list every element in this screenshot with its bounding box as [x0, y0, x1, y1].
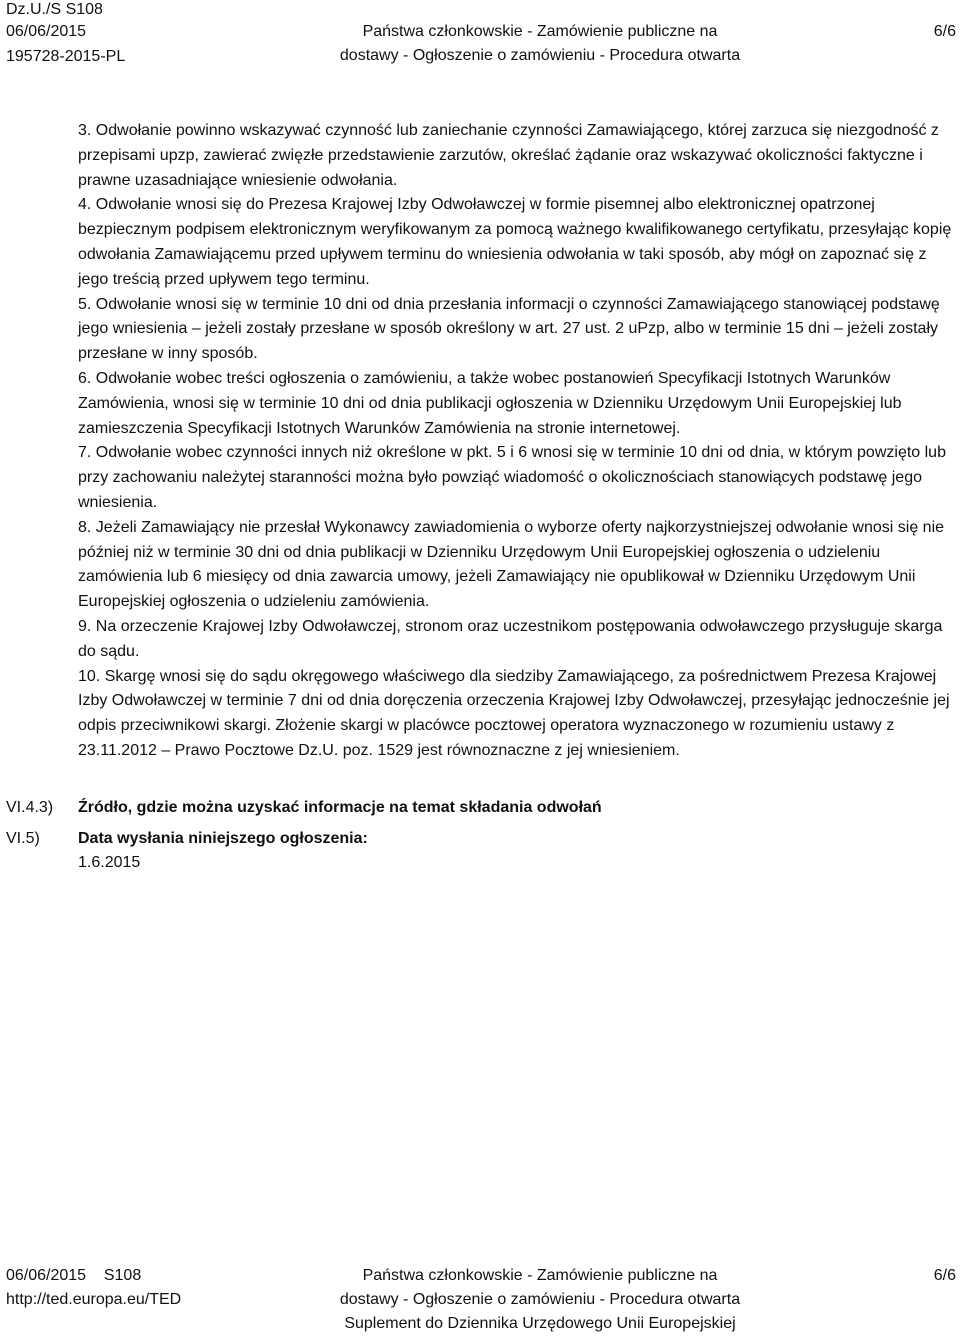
header-notice-id: 195728-2015-PL: [6, 48, 126, 65]
section-title: Data wysłania niniejszego ogłoszenia:: [78, 830, 368, 847]
paragraph-3: 3. Odwołanie powinno wskazywać czynność lub zaniechanie czynności Zamawiającego, której zarzuca się niezgodność z przepisami upzp, zawierać zwięzłe przedstawienie zarzutów, określać żądanie oraz wskazywać okoliczności faktyczne i prawne uzasadniające wniesienie odwołania.: [78, 122, 939, 189]
paragraph-6: 6. Odwołanie wobec treści ogłoszenia o zamówieniu, a także wobec postanowień Specyfikacji Istotnych Warunków Zamówienia, wnosi się w terminie 10 dni od dnia publikacji ogłoszenia w Dzienniku Urzędowym Unii Europejskiej lub zamieszczenia Specyfikacji Istotnych Warunków Zamówienia na stronie internetowej.: [78, 369, 902, 437]
footer-supplement: Suplement do Dziennika Urzędowego Unii Europejskiej: [344, 1315, 736, 1332]
paragraph-10: 10. Skargę wnosi się do sądu okręgowego właściwego dla siedziby Zamawiającego, za pośrednictwem Prezesa Krajowej Izby Odwoławczej w terminie 7 dni od dnia doręczenia orzeczenia Krajowej Izby Odwoławczej, przesyłając jednocześnie jej odpis przeciwnikowi skargi. Złożenie skargi w placówce pocztowej operatora wyznaczonego w rozumieniu ustawy z 23.11.2012 – Prawo Pocztowe Dz.U. poz. 1529 jest równoznaczne z jej wniesieniem.: [78, 667, 950, 759]
footer-title-line1: Państwa członkowskie - Zamówienie publiczne na: [362, 1267, 718, 1284]
section-number: VI.5): [6, 830, 40, 847]
paragraph-7: 7. Odwołanie wobec czynności innych niż określone w pkt. 5 i 6 wnosi się w terminie 10 dni od dnia, w którym powzięto lub przy zachowaniu należytej staranności można było powziąć wiadomość o okolicznościach stanowiących podstawę jego wniesienia.: [78, 444, 946, 511]
header-page-number: 6/6: [933, 23, 956, 40]
dispatch-date: 1.6.2015: [78, 854, 141, 871]
footer-url: http://ted.europa.eu/TED: [6, 1291, 182, 1308]
section-title: Źródło, gdzie można uzyskać informacje na temat składania odwołań: [78, 799, 602, 816]
header-date: 06/06/2015: [6, 23, 87, 40]
paragraph-8: 8. Jeżeli Zamawiający nie przesłał Wykonawcy zawiadomienia o wyborze oferty najkorzystniejszej odwołanie wnosi się nie później niż w terminie 30 dni od dnia publikacji w Dzienniku Urzędowym Unii Europejskiej ogłoszenia o udzieleniu zamówienia lub 6 miesięcy od dnia zawarcia umowy, jeżeli Zamawiający nie opublikował w Dzienniku Urzędowym Unii Europejskiej ogłoszenia o udzieleniu zamówienia.: [78, 518, 945, 611]
paragraph-5: 5. Odwołanie wnosi się w terminie 10 dni od dnia przesłania informacji o czynności Zamawiającego stanowiącej podstawę jego wniesienia – jeżeli zostały przesłane w sposób określony w art. 27 ust. 2 uPzp, albo w terminie 15 dni – jeżeli zostały przesłane w inny sposób.: [78, 295, 940, 363]
footer-title-line2: dostawy - Ogłoszenie o zamówieniu - Procedura otwarta: [339, 1291, 741, 1308]
footer-page-number: 6/6: [933, 1267, 956, 1284]
header-journal-ref: Dz.U./S S108: [6, 1, 103, 18]
appeal-procedure-text: [78, 119, 958, 764]
header-title-line1: Państwa członkowskie - Zamówienie publiczne na: [362, 23, 718, 40]
header-title-line2: dostawy - Ogłoszenie o zamówieniu - Procedura otwarta: [339, 47, 741, 64]
paragraph-4: 4. Odwołanie wnosi się do Prezesa Krajowej Izby Odwoławczej w formie pisemnej albo elektronicznej opatrzonej bezpiecznym podpisem elektronicznym weryfikowanym za pomocą ważnego kwalifikowanego certyfikatu, przesyłając kopię odwołania Zamawiającemu przed upływem terminu do wniesienia odwołania w taki sposób, aby mógł on zapoznać się z jego treścią przed upływem tego terminu.: [78, 196, 952, 288]
section-number: VI.4.3): [6, 799, 54, 816]
footer-date-series: 06/06/2015 S108: [6, 1267, 142, 1284]
paragraph-9: 9. Na orzeczenie Krajowej Izby Odwoławczej, stronom oraz uczestnikom postępowania odwoławczego przysługuje skarga do sądu.: [78, 617, 943, 660]
